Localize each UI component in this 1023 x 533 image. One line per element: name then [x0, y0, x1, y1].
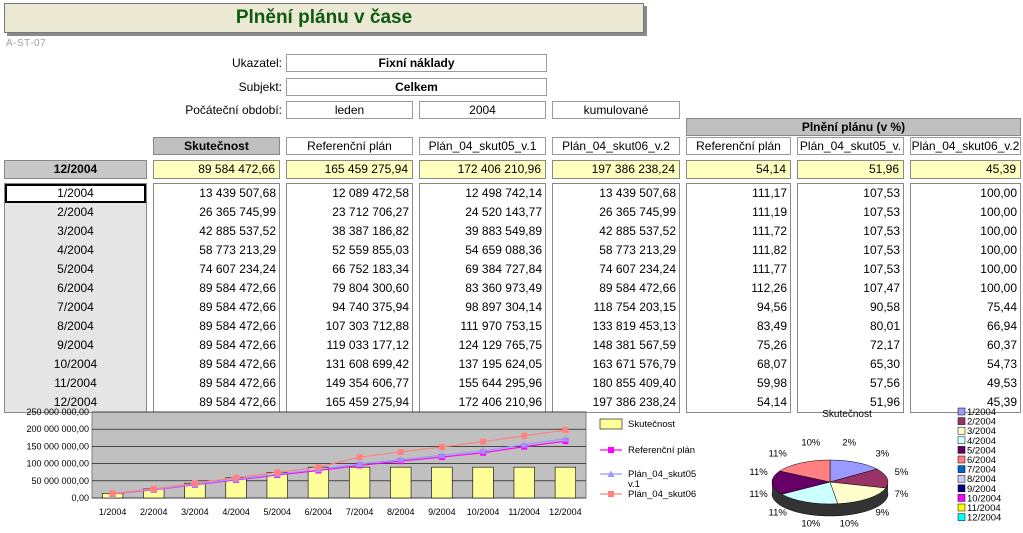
- period-row-label[interactable]: 5/2004: [57, 262, 94, 276]
- x-tick-label: 2/2004: [139, 507, 168, 517]
- table-cell[interactable]: 111,77: [752, 262, 787, 276]
- summary-cell[interactable]: 54,14: [686, 160, 791, 179]
- pie-slice-label: 7%: [894, 488, 909, 500]
- table-cell[interactable]: 89 584 472,66: [599, 281, 676, 295]
- table-cell[interactable]: 60,37: [986, 338, 1017, 352]
- table-cell[interactable]: 94,56: [756, 300, 787, 314]
- period-row-label[interactable]: 10/2004: [53, 357, 98, 371]
- x-tick-label: 9/2004: [428, 507, 456, 517]
- table-cell[interactable]: 54,14: [756, 395, 787, 409]
- summary-cell[interactable]: 197 386 238,24: [552, 160, 680, 179]
- table-cell[interactable]: 107,53: [863, 186, 900, 200]
- series-point-3-7: [398, 449, 404, 455]
- table-cell[interactable]: 89 584 472,66: [199, 319, 276, 333]
- period-row-label[interactable]: 2/2004: [57, 205, 94, 219]
- pie-slice-label: 5%: [894, 467, 909, 479]
- pie-slice-label: 9%: [875, 507, 890, 519]
- table-cell[interactable]: 107,53: [863, 262, 900, 276]
- pie-legend-swatch-2: [958, 427, 965, 434]
- obdobi-year-field[interactable]: 2004: [419, 101, 546, 119]
- table-cell[interactable]: 98 897 304,14: [465, 300, 542, 314]
- y-tick-label: 0,00: [71, 493, 89, 503]
- data-column-3: [419, 183, 546, 413]
- series-point-3-11: [562, 427, 568, 433]
- pie-legend-label: 12/2004: [967, 512, 1002, 524]
- pie-legend-label: 4/2004: [967, 435, 997, 447]
- pie-slice-label: 10%: [801, 518, 821, 530]
- table-cell[interactable]: 149 354 606,77: [325, 376, 409, 390]
- table-cell[interactable]: 107 303 712,88: [325, 319, 409, 333]
- x-tick-label: 1/2004: [98, 507, 127, 517]
- period-row-label[interactable]: 4/2004: [57, 243, 94, 257]
- series-point-3-10: [521, 433, 527, 439]
- bar-0-6: [349, 467, 370, 498]
- table-cell[interactable]: 83 360 973,49: [465, 281, 542, 295]
- summary-label: 12/2004: [4, 160, 147, 179]
- combo-chart: [0, 402, 700, 533]
- x-tick-label: 7/2004: [345, 507, 374, 517]
- summary-cell[interactable]: 89 584 472,66: [153, 160, 280, 179]
- legend-label-3: Plán_04_skut06: [628, 489, 697, 500]
- table-cell[interactable]: 59,98: [756, 376, 787, 390]
- pie-legend-label: 9/2004: [967, 483, 997, 495]
- column-header-4: Plán_04_skut06_v.2: [552, 137, 680, 155]
- pie-legend-swatch-1: [958, 418, 965, 425]
- table-cell[interactable]: 111,19: [752, 205, 787, 219]
- table-cell[interactable]: 100,00: [980, 186, 1017, 200]
- table-cell[interactable]: 80,01: [869, 319, 900, 333]
- pie-legend-label: 8/2004: [967, 474, 997, 486]
- table-cell[interactable]: 163 671 576,79: [592, 357, 676, 371]
- table-cell[interactable]: 24 520 143,77: [465, 205, 542, 219]
- table-cell[interactable]: 83,49: [756, 319, 787, 333]
- legend-marker-3: [608, 491, 614, 497]
- table-cell[interactable]: 94 740 375,94: [332, 300, 409, 314]
- table-cell[interactable]: 12 089 472,58: [332, 186, 409, 200]
- y-tick-label: 150 000 000,00: [26, 441, 89, 452]
- page-title: Plnění plánu v čase: [4, 3, 644, 33]
- data-column-1: [153, 183, 280, 413]
- table-cell[interactable]: 124 129 765,75: [458, 338, 542, 352]
- table-cell[interactable]: 68,07: [756, 357, 787, 371]
- period-column: [4, 183, 147, 413]
- x-tick-label: 10/2004: [466, 507, 500, 517]
- table-cell[interactable]: 100,00: [980, 224, 1017, 238]
- pie-slice-label: 11%: [749, 467, 768, 479]
- table-cell[interactable]: 89 584 472,66: [199, 395, 276, 409]
- table-cell[interactable]: 54 659 088,36: [465, 243, 542, 257]
- table-cell[interactable]: 100,00: [980, 262, 1017, 276]
- table-cell[interactable]: 65,30: [869, 357, 900, 371]
- period-row-label[interactable]: 7/2004: [57, 300, 94, 314]
- period-row-label[interactable]: 3/2004: [57, 224, 94, 238]
- table-cell[interactable]: 75,26: [756, 338, 787, 352]
- data-column-6: [797, 183, 904, 413]
- table-cell[interactable]: 118 754 203,15: [593, 300, 676, 314]
- table-cell[interactable]: 100,00: [980, 205, 1017, 219]
- table-cell[interactable]: 13 439 507,68: [199, 186, 276, 200]
- table-cell[interactable]: 107,53: [863, 224, 900, 238]
- pie-slice-label: 11%: [749, 488, 768, 500]
- pie-legend-label: 7/2004: [967, 464, 997, 476]
- table-cell[interactable]: 107,53: [863, 243, 900, 257]
- series-point-3-9: [480, 439, 486, 445]
- table-cell[interactable]: 133 819 453,13: [592, 319, 676, 333]
- series-point-3-5: [315, 464, 321, 470]
- period-row-label[interactable]: 6/2004: [57, 281, 94, 295]
- bar-0-8: [432, 467, 453, 498]
- pie-legend-swatch-4: [958, 446, 965, 453]
- pie-title: Skutečnost: [822, 409, 872, 420]
- ukazatel-field[interactable]: Fixní náklady: [286, 54, 547, 72]
- y-tick-label: 200 000 000,00: [26, 424, 89, 435]
- summary-cell[interactable]: 45,39: [910, 160, 1021, 179]
- table-cell[interactable]: 75,44: [986, 300, 1017, 314]
- obdobi-month-field[interactable]: leden: [286, 101, 413, 119]
- table-cell[interactable]: 66,94: [986, 319, 1017, 333]
- obdobi-mode-field[interactable]: kumulované: [552, 101, 680, 119]
- table-cell[interactable]: 74 607 234,24: [199, 262, 276, 276]
- pie-slice-label: 11%: [768, 448, 787, 460]
- series-point-3-2: [192, 480, 198, 486]
- series-point-3-3: [233, 475, 239, 481]
- pie-legend-label: 2/2004: [967, 416, 997, 428]
- period-row-label[interactable]: 12/2004: [53, 395, 98, 409]
- y-tick-label: 250 000 000,00: [26, 407, 89, 417]
- period-row-label[interactable]: 8/2004: [57, 319, 94, 333]
- pie-legend-swatch-10: [958, 504, 965, 511]
- column-header-3: Plán_04_skut05_v.1: [419, 137, 546, 155]
- legend-label-2: v.1: [628, 479, 640, 490]
- table-cell[interactable]: 49,53: [986, 376, 1017, 390]
- table-cell[interactable]: 119 033 177,12: [326, 338, 409, 352]
- table-cell[interactable]: 131 608 699,42: [325, 357, 409, 371]
- series-point-3-1: [151, 486, 157, 492]
- legend-label-0: Skutečnost: [628, 419, 675, 430]
- table-cell[interactable]: 165 459 275,94: [325, 395, 409, 409]
- table-cell[interactable]: 148 381 567,59: [592, 338, 676, 352]
- table-cell[interactable]: 45,39: [986, 395, 1017, 409]
- table-cell[interactable]: 89 584 472,66: [199, 376, 276, 390]
- sheet-code: A-ST-07: [6, 38, 47, 49]
- table-cell[interactable]: 137 195 624,05: [458, 357, 542, 371]
- summary-cell[interactable]: 51,96: [797, 160, 904, 179]
- summary-cell[interactable]: 165 459 275,94: [286, 160, 413, 179]
- y-tick-label: 50 000 000,00: [31, 475, 89, 486]
- table-cell[interactable]: 13 439 507,68: [599, 186, 676, 200]
- legend-swatch-0: [600, 419, 622, 429]
- table-cell[interactable]: 54,73: [986, 357, 1017, 371]
- pie-slice-label: 2%: [842, 437, 857, 449]
- subjekt-field[interactable]: Celkem: [286, 78, 547, 96]
- pie-legend-label: 3/2004: [967, 426, 997, 438]
- table-cell[interactable]: 111,82: [752, 243, 787, 257]
- table-cell[interactable]: 51,96: [869, 395, 900, 409]
- data-column-2: [286, 183, 413, 413]
- ukazatel-label: Ukazatel:: [231, 56, 282, 70]
- table-cell[interactable]: 180 855 409,40: [592, 376, 676, 390]
- data-column-5: [686, 183, 791, 413]
- table-cell[interactable]: 89 584 472,66: [199, 281, 276, 295]
- subjekt-label: Subjekt:: [238, 80, 282, 94]
- table-cell[interactable]: 89 584 472,66: [199, 357, 276, 371]
- period-row-label[interactable]: 1/2004: [5, 184, 146, 203]
- plot-area: [92, 412, 586, 498]
- series-point-3-4: [274, 469, 280, 475]
- series-point-3-8: [439, 444, 445, 450]
- table-cell[interactable]: 42 885 537,52: [599, 224, 676, 238]
- table-cell[interactable]: 57,56: [869, 376, 900, 390]
- table-cell[interactable]: 23 712 706,27: [332, 205, 409, 219]
- table-cell[interactable]: 58 773 213,29: [599, 243, 676, 257]
- pie-legend-swatch-5: [958, 456, 965, 463]
- series-point-3-6: [357, 454, 363, 460]
- x-tick-label: 12/2004: [549, 507, 582, 517]
- table-cell[interactable]: 90,58: [869, 300, 900, 314]
- table-cell[interactable]: 38 387 186,82: [332, 224, 409, 238]
- bar-0-7: [390, 467, 411, 498]
- column-header-7: Plán_04_skut06_v.2: [911, 139, 1020, 153]
- legend-label-2: Plán_04_skut05: [628, 469, 697, 480]
- table-cell[interactable]: 69 384 727,84: [465, 262, 542, 276]
- x-tick-label: 6/2004: [304, 507, 333, 517]
- pie-legend-label: 6/2004: [967, 455, 997, 466]
- table-cell[interactable]: 112,26: [751, 281, 787, 295]
- pie-legend-swatch-8: [958, 485, 965, 492]
- table-cell[interactable]: 52 559 855,03: [332, 243, 409, 257]
- table-cell[interactable]: 58 773 213,29: [199, 243, 276, 257]
- data-column-7: [910, 183, 1021, 413]
- table-cell[interactable]: 26 365 745,99: [199, 205, 276, 219]
- table-cell[interactable]: 89 584 472,66: [199, 338, 276, 352]
- x-tick-label: 4/2004: [222, 507, 250, 517]
- table-cell[interactable]: 197 386 238,24: [592, 395, 676, 409]
- table-cell[interactable]: 107,47: [863, 281, 900, 295]
- pie-legend-swatch-3: [958, 437, 965, 444]
- plneni-group-header: Plnění plánu (v %): [686, 118, 1021, 136]
- table-cell[interactable]: 72,17: [869, 338, 900, 352]
- bar-0-10: [514, 467, 535, 498]
- legend-marker-1: [608, 447, 614, 453]
- column-header-2: Referenční plán: [286, 137, 413, 155]
- table-cell[interactable]: 155 644 295,96: [458, 376, 542, 390]
- series-point-3-0: [110, 490, 116, 496]
- column-header-6: Plán_04_skut05_v.: [797, 137, 904, 155]
- table-cell[interactable]: 100,00: [980, 243, 1017, 257]
- table-cell[interactable]: 111 970 753,15: [460, 319, 542, 333]
- table-cell[interactable]: 100,00: [980, 281, 1017, 295]
- pie-legend-swatch-0: [958, 408, 965, 415]
- pie-chart: [700, 402, 1023, 533]
- table-cell[interactable]: 89 584 472,66: [199, 300, 276, 314]
- table-cell[interactable]: 107,53: [863, 205, 900, 219]
- period-row-label[interactable]: 11/2004: [54, 376, 97, 390]
- column-header-1: Skutečnost: [153, 137, 280, 155]
- pie-slice-label: 3%: [875, 448, 890, 460]
- bar-0-9: [473, 467, 494, 498]
- table-cell[interactable]: 66 752 183,34: [332, 262, 409, 276]
- table-cell[interactable]: 79 804 300,60: [332, 281, 409, 295]
- x-tick-label: 5/2004: [263, 507, 292, 517]
- pie-legend-label: 1/2004: [967, 407, 997, 418]
- pie-legend-label: 11/2004: [967, 503, 1001, 514]
- table-cell[interactable]: 111,17: [752, 186, 787, 200]
- pie-slice-label: 10%: [839, 518, 859, 530]
- pie-slice-label: 10%: [801, 437, 821, 449]
- pie-legend-swatch-7: [958, 475, 965, 482]
- summary-cell[interactable]: 172 406 210,96: [419, 160, 546, 179]
- pie-slice-label: 11%: [768, 507, 787, 519]
- pie-legend-swatch-9: [958, 494, 965, 501]
- period-row-label[interactable]: 9/2004: [57, 338, 94, 352]
- table-cell[interactable]: 12 498 742,14: [465, 186, 542, 200]
- column-header-5: Referenční plán: [686, 137, 791, 155]
- pie-legend-label: 10/2004: [967, 493, 1002, 505]
- data-column-4: [552, 183, 680, 413]
- table-cell[interactable]: 74 607 234,24: [599, 262, 676, 276]
- bar-0-11: [555, 467, 576, 498]
- table-cell[interactable]: 42 885 537,52: [199, 224, 276, 238]
- obdobi-label: Počáteční období:: [185, 103, 282, 117]
- pie-legend-label: 5/2004: [967, 445, 997, 457]
- table-cell[interactable]: 172 406 210,96: [458, 395, 542, 409]
- legend-label-1: Referenční plán: [628, 445, 696, 456]
- table-cell[interactable]: 26 365 745,99: [599, 205, 676, 219]
- x-tick-label: 11/2004: [508, 507, 541, 517]
- pie-legend-swatch-6: [958, 466, 965, 473]
- x-tick-label: 3/2004: [181, 507, 209, 517]
- x-tick-label: 8/2004: [386, 507, 415, 517]
- table-cell[interactable]: 111,72: [752, 224, 787, 238]
- table-cell[interactable]: 39 883 549,89: [465, 224, 542, 238]
- y-tick-label: 100 000 000,00: [26, 458, 89, 469]
- pie-legend-swatch-11: [958, 514, 965, 521]
